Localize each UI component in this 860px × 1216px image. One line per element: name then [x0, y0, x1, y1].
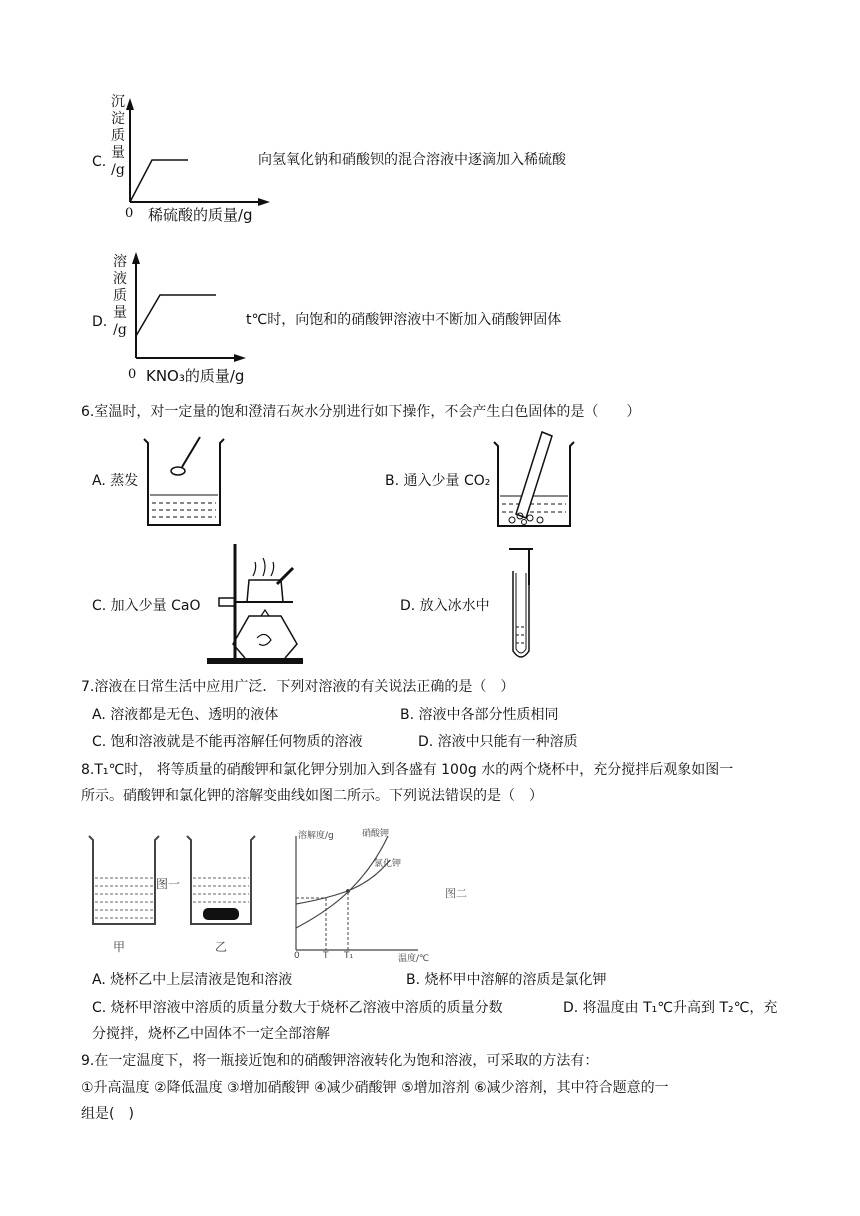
question-6-stem: 6.室温时，对一定量的饱和澄清石灰水分别进行如下操作，不会产生白色固体的是（ ） [81, 404, 641, 420]
q9-item-5: ⑤增加溶剂 [401, 1080, 470, 1096]
beaker-yi-label: 乙 [215, 940, 228, 954]
question-8-stem-line2: 所示。硝酸钾和氯化钾的溶解变曲线如图二所示。下列说法错误的是（ ） [81, 788, 543, 804]
q6-option-d: D. 放入冰水中 [400, 598, 490, 614]
q9-item-6: ⑥减少溶剂，其中符合题意的一 [474, 1080, 669, 1096]
q8-option-d-line2: 分搅拌，烧杯乙中固体不一定全部溶解 [92, 1026, 330, 1042]
q6-option-c: C. 加入少量 CaO [92, 598, 201, 614]
question-8-stem-line1: 8.T₁℃时， 将等质量的硝酸钾和氯化钾分别加入到各盛有 100g 水的两个烧杯中，充分搅拌后观象如图一 [81, 762, 734, 778]
graph-d-origin: 0 [128, 367, 137, 382]
question-7-stem: 7.溶液在日常生活中应用广泛．下列对溶液的有关说法正确的是（ ） [81, 679, 515, 695]
graph-d-ylabel: 溶 液 质 量 /g [113, 254, 127, 338]
tick-0: 0 [294, 951, 300, 961]
solubility-graph [290, 830, 430, 960]
q7-option-a: A. 溶液都是无色、透明的液体 [92, 707, 279, 723]
figure-2-label: 图二 [445, 887, 467, 900]
q7-option-d: D. 溶液中只能有一种溶质 [418, 734, 578, 750]
graph-ylabel: 溶解度/g [298, 831, 334, 841]
option-c-letter: C. [92, 154, 107, 170]
q8-option-d-line1: D. 将温度由 T₁℃升高到 T₂℃，充 [563, 1000, 778, 1016]
option-d-letter: D. [92, 314, 108, 330]
tick-t: T [323, 951, 329, 961]
beaker-co2-image [490, 430, 580, 530]
q8-option-c: C. 烧杯甲溶液中溶质的质量分数大于烧杯乙溶液中溶质的质量分数 [92, 1000, 503, 1016]
graph-c-xlabel: 稀硫酸的质量/g [148, 206, 253, 224]
graph-d-xlabel: KNO₃的质量/g [146, 367, 245, 385]
q9-item-1: ①升高温度 [81, 1080, 150, 1096]
beaker-evaporate-image [140, 435, 230, 530]
q7-option-b: B. 溶液中各部分性质相同 [400, 707, 559, 723]
q7-option-c: C. 饱和溶液就是不能再溶解任何物质的溶液 [92, 734, 363, 750]
graph-c-ylabel: 沉 淀 质 量 /g [111, 94, 125, 178]
q8-option-a: A. 烧杯乙中上层清液是饱和溶液 [92, 972, 293, 988]
question-9-stem: 9.在一定温度下，将一瓶接近饱和的硝酸钾溶液转化为饱和溶液，可采取的方法有： [81, 1053, 599, 1069]
tick-t1: T₁ [344, 951, 354, 961]
test-tube-image [505, 545, 545, 665]
cao-heating-image [205, 540, 305, 670]
q6-option-a: A. 蒸发 [92, 473, 139, 489]
q6-option-b: B. 通入少量 CO₂ [385, 473, 491, 489]
q9-item-4: ④减少硝酸钾 [314, 1080, 397, 1096]
beaker-jia-label: 甲 [113, 940, 126, 954]
question-9-options [81, 1078, 669, 1098]
graph-c-origin: 0 [125, 206, 134, 221]
graph-xlabel: 温度/℃ [398, 954, 430, 964]
q9-item-3: ③增加硝酸钾 [227, 1080, 310, 1096]
q8-option-b: B. 烧杯甲中溶解的溶质是氯化钾 [406, 972, 607, 988]
question-9-stem-end: 组是( ) [81, 1106, 134, 1122]
q9-item-2: ②降低温度 [154, 1080, 223, 1096]
figure-1-label: 图一 [156, 877, 181, 891]
curve-kno3-label: 硝酸钾 [362, 829, 390, 839]
curve-kcl-label: 氯化钾 [374, 859, 402, 869]
option-c-text: 向氢氧化钠和硝酸钡的混合溶液中逐滴加入稀硫酸 [258, 152, 566, 168]
option-d-text: t℃时，向饱和的硝酸钾溶液中不断加入硝酸钾固体 [246, 312, 562, 328]
